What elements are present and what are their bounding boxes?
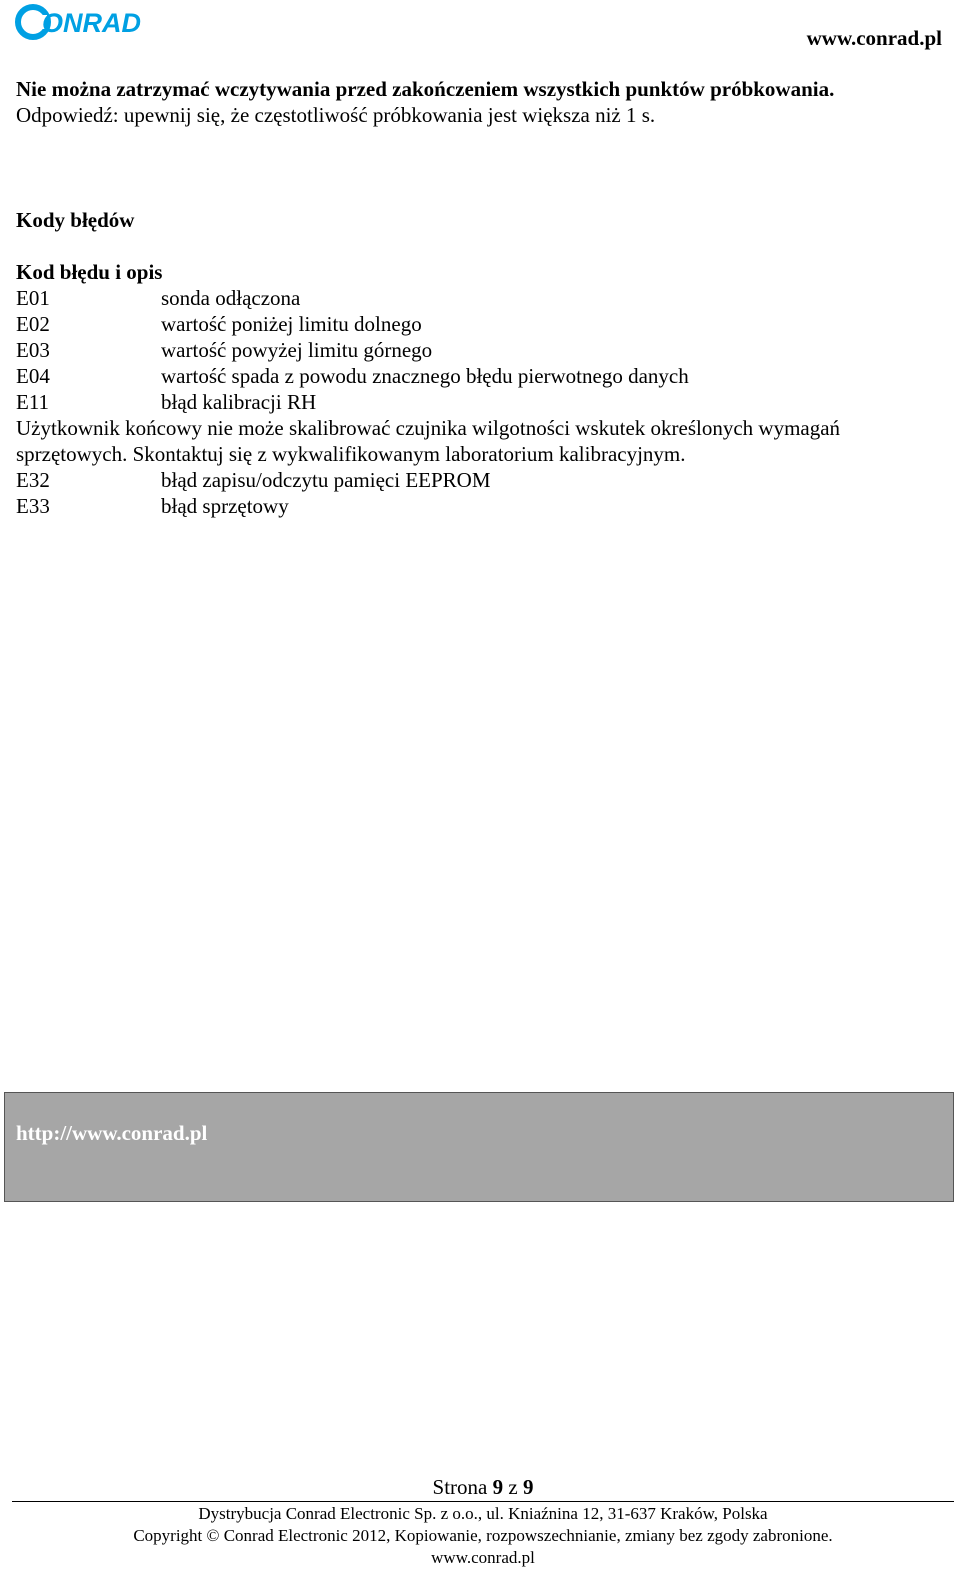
error-description: wartość spada z powodu znacznego błędu pierwotnego danych <box>161 364 689 388</box>
footer-divider <box>12 1501 954 1502</box>
error-code: E02 <box>16 312 50 336</box>
error-code: E04 <box>16 364 50 388</box>
error-code-row <box>16 467 936 493</box>
website-banner <box>4 1092 954 1202</box>
error-code: E03 <box>16 338 50 362</box>
error-description: wartość powyżej limitu górnego <box>161 338 433 362</box>
error-code: E33 <box>16 494 50 518</box>
error-description: błąd kalibracji RH <box>161 390 317 414</box>
section-title: Kody błędów <box>16 208 135 232</box>
error-description: wartość poniżej limitu dolnego <box>161 312 422 336</box>
svg-text:ONRAD: ONRAD <box>42 8 141 38</box>
error-description: sonda odłączona <box>161 286 301 310</box>
website-link[interactable]: http://www.conrad.pl <box>16 1121 208 1145</box>
error-code: E11 <box>16 390 50 414</box>
footer <box>0 1503 960 1569</box>
error-code-row <box>16 493 936 519</box>
error-code-row <box>16 285 936 311</box>
page-label: Strona <box>432 1475 488 1499</box>
error-code-row <box>16 363 936 389</box>
footer-copyright: Copyright © Conrad Electronic 2012, Kopiowanie, rozpowszechnianie, zmiany bez zgody zabronione. <box>133 1526 833 1545</box>
error-code-header: Kod błędu i opis <box>16 260 163 284</box>
calibration-note: Użytkownik końcowy nie może skalibrować czujnika wilgotności wskutek określonych wymagań sprzętowych. Skontaktuj się z wykwalifikowanym laboratorium kalibracyjnym. <box>16 416 841 466</box>
error-code-list <box>16 259 936 519</box>
error-description: błąd sprzętowy <box>161 494 289 518</box>
error-code: E32 <box>16 468 50 492</box>
conrad-logo <box>14 3 164 41</box>
error-code-row <box>16 389 936 415</box>
error-code: E01 <box>16 286 50 310</box>
footer-distributor: Dystrybucja Conrad Electronic Sp. z o.o., ul. Kniaźnina 12, 31-637 Kraków, Polska <box>198 1504 768 1523</box>
faq-answer: Odpowiedź: upewnij się, że częstotliwość próbkowania jest większa niż 1 s. <box>16 103 656 127</box>
site-url: www.conrad.pl <box>806 26 942 50</box>
faq-question: Nie można zatrzymać wczytywania przed zakończeniem wszystkich punktów próbkowania. <box>16 77 835 101</box>
page-number <box>0 1475 960 1500</box>
error-description: błąd zapisu/odczytu pamięci EEPROM <box>161 468 491 492</box>
page-separator: z <box>508 1475 518 1499</box>
faq-item <box>16 76 936 128</box>
error-code-row <box>16 337 936 363</box>
footer-url: www.conrad.pl <box>431 1548 535 1567</box>
current-page: 9 <box>492 1475 504 1499</box>
error-code-row <box>16 311 936 337</box>
total-pages: 9 <box>522 1475 534 1499</box>
